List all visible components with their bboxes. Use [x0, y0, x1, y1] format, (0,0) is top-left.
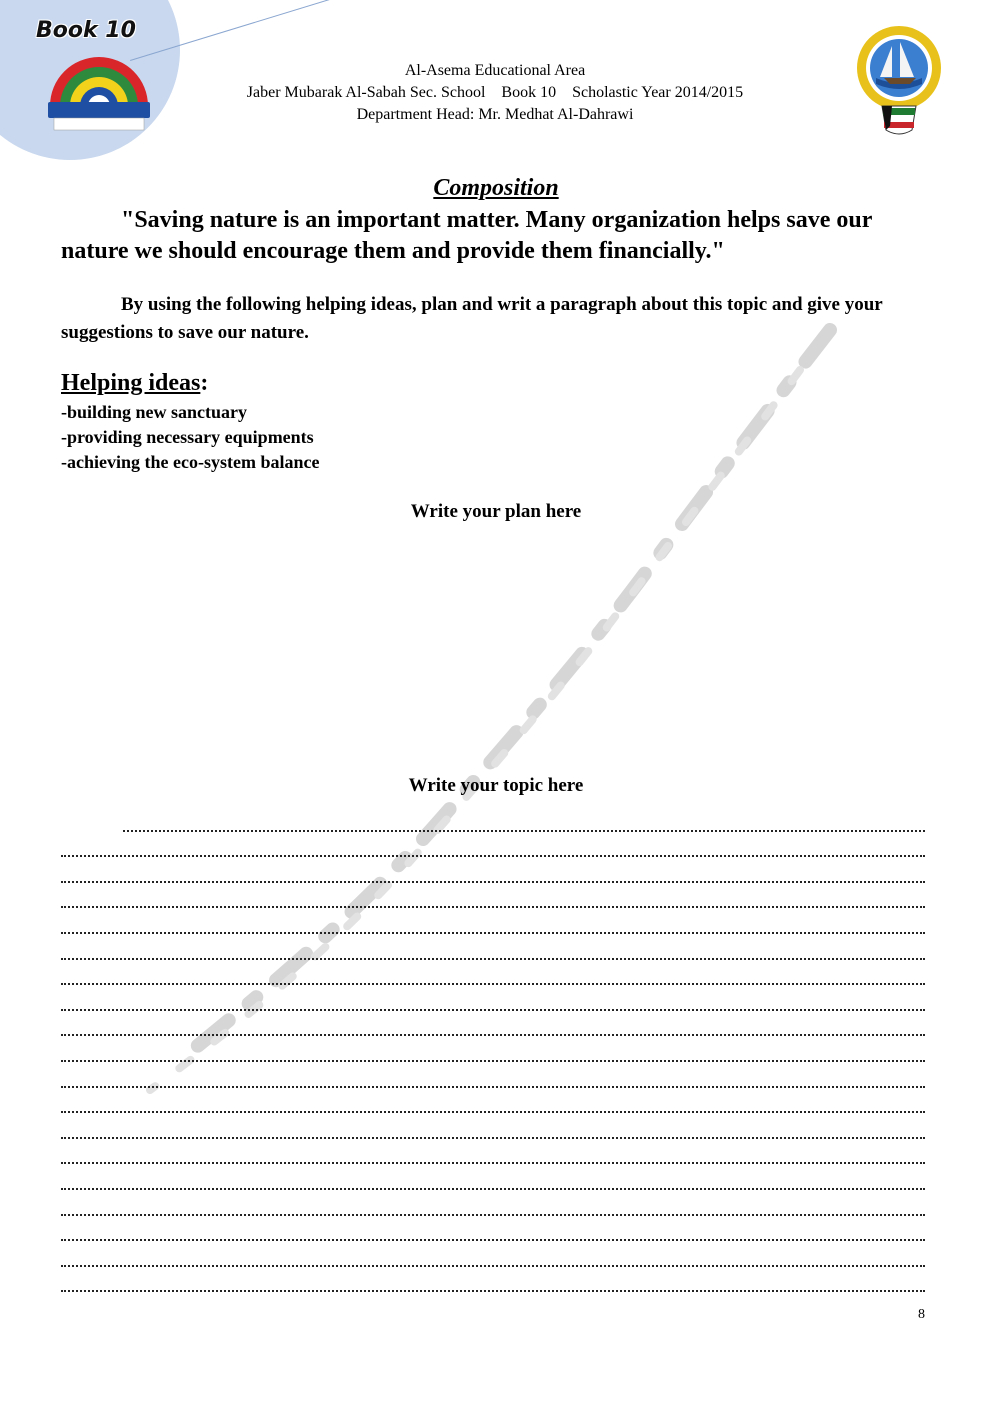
writing-line[interactable] [61, 1036, 925, 1062]
composition-prompt: "Saving nature is an important matter. Many organization helps save our nature we should encourage them and provide them financially." [61, 207, 872, 264]
page-header [150, 60, 840, 126]
helping-ideas-heading [61, 370, 208, 397]
helping-idea: -building new sanctuary [61, 402, 248, 422]
topic-label: Write your topic here [408, 775, 584, 796]
writing-line[interactable] [123, 806, 925, 832]
writing-line[interactable] [61, 857, 925, 883]
writing-line[interactable] [61, 960, 925, 986]
helping-ideas-heading-text: Helping ideas [61, 370, 201, 396]
writing-line[interactable] [61, 1088, 925, 1114]
book-label: Book 10 [36, 18, 136, 43]
helping-ideas-colon: : [200, 370, 209, 396]
writing-line[interactable] [61, 1216, 925, 1242]
writing-line[interactable] [61, 1011, 925, 1037]
writing-line[interactable] [61, 1139, 925, 1165]
writing-line[interactable] [61, 934, 925, 960]
scholastic-year: Scholastic Year 2014/2015 [572, 84, 744, 101]
writing-line[interactable] [61, 1164, 925, 1190]
writing-line[interactable] [61, 883, 925, 909]
writing-line[interactable] [61, 985, 925, 1011]
composition-instruction: By using the following helping ideas, plan and writ a paragraph about this topic and give your suggestions to save our nature. [61, 294, 883, 343]
writing-line[interactable] [61, 1113, 925, 1139]
school-name: Jaber Mubarak Al-Sabah Sec. School [246, 84, 486, 101]
writing-line[interactable] [61, 1190, 925, 1216]
page-number: 8 [918, 1307, 925, 1322]
helping-ideas-list [61, 400, 319, 475]
writing-line[interactable] [61, 832, 925, 858]
educational-area: Al-Asema Educational Area [404, 62, 586, 79]
school-line [150, 82, 840, 104]
writing-lines [61, 806, 925, 1292]
helping-idea: -achieving the eco-system balance [61, 452, 320, 472]
header-decorative-line [130, 0, 475, 61]
school-logo [40, 44, 158, 136]
plan-label: Write your plan here [410, 501, 582, 522]
writing-line[interactable] [61, 1062, 925, 1088]
kuwait-emblem [840, 22, 958, 140]
book-number: Book 10 [501, 84, 557, 101]
writing-line[interactable] [61, 908, 925, 934]
composition-title: Composition [433, 175, 559, 201]
department-head: Department Head: Mr. Medhat Al-Dahrawi [356, 106, 634, 123]
writing-line[interactable] [61, 1241, 925, 1267]
writing-line[interactable] [61, 1267, 925, 1293]
helping-idea: -providing necessary equipments [61, 427, 314, 447]
